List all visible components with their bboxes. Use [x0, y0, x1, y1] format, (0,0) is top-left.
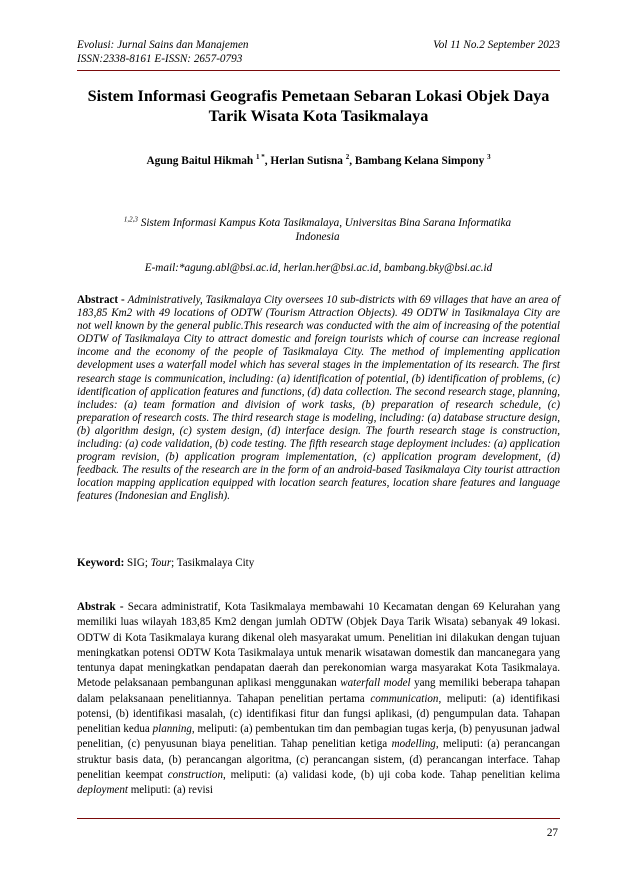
abstract-id-text: yang memiliki beberapa tahapan dalam pelaksanaan penelitiannya. Tahapan penelitian pertama [77, 677, 561, 705]
header-divider [77, 70, 560, 71]
abstract-english [77, 294, 560, 504]
footer-divider [77, 818, 560, 819]
keyword-rest: ; Tasikmalaya City [171, 557, 255, 569]
term-construction: construction [167, 768, 223, 781]
abstract-id-text: , meliputi: (a) pembentukan tim dan pembagian tugas kerja, (b) penyusunan jadwal penelitian, (c) penyusunan biaya penelitian. Tahap penelitian ketiga [77, 723, 560, 751]
term-deployment: deployment [77, 784, 128, 796]
term-communication: communication [370, 692, 439, 705]
affiliation-mark: 1,2,3 [123, 215, 138, 224]
running-header-left [77, 38, 249, 66]
term-modelling: modelling [391, 738, 436, 751]
affiliation-text: Sistem Informasi Kampus Kota Tasikmalaya, Universitas Bina Sarana Informatika Indonesia [140, 217, 512, 243]
author-emails: E-mail:*agung.abl@bsi.ac.id, herlan.her@bsi.ac.id, bambang.bky@bsi.ac.id [144, 262, 493, 274]
author-affiliation-mark: 2 [345, 153, 350, 162]
abstract-en-text: Administratively, Tasikmalaya City oversees 10 sub-districts with 69 villages that have an area of 183,85 Km2 with 49 locations of ODTW (Tourism Attraction Objects). 49 ODTW in Tasikmalaya City are not well known by the general public.This research was conducted with the aim of increasing of the potential ODTW of Tasikmalaya City to attract domestic and foreign tourists which of course can increase regional income and the economy of the people of Tasikmalaya City. The method of implementing application development uses a waterfall model which has several stages in the implementation of its research. The first research stage is communication, including: (a) identification of potential, (b) identification of problems, (c) identification of application features and functions, (d) data collection. The second research stage, planning, includes: (a) team formation and division of work tasks, (b) preparation of research schedule, (c) preparation of research costs. The third research stage is modeling, including: (a) database structure design, (b) algorithm design, (c) system design, (d) interface design. The fourth research stage is construction, including: (a) code validation, (b) code testing. The fifth research stage deployment includes: (a) application program revision, (b) application program implementation, (c) application program development, (d) feedback. The results of the research are in the form of an android-based Tasikmalaya City tourist attraction location mapping application equipped with location search features, location share features and language features (Indonesian and English). [77, 294, 560, 503]
term-waterfall-model: waterfall model [340, 677, 411, 690]
affiliation [105, 216, 530, 244]
abstract-en-label: Abstract - [77, 294, 125, 306]
journal-name: Evolusi: Jurnal Sains dan Manajemen [77, 39, 249, 51]
keyword-sig: SIG; [127, 557, 148, 569]
paper-title: Sistem Informasi Geografis Pemetaan Sebaran Lokasi Objek Daya Tarik Wisata Kota Tasikmalaya [87, 87, 550, 125]
author-affiliation-mark: 3 [487, 153, 491, 162]
keywords [77, 557, 560, 570]
abstract-id-text: , meliputi: (a) identifikasi potensi, (b) identifikasi masalah, (c) identifikasi fitur dan fungsi aplikasi, (d) pengumpulan data. Tahapan penelitian kedua [77, 692, 561, 735]
author-name: Bambang Kelana Simpony [354, 155, 485, 167]
abstract-id-text: , meliputi: (a) validasi kode, (b) uji coba kode. Tahap penelitian kelima [222, 768, 561, 781]
author-separator: , [264, 155, 271, 167]
abstract-id-text: , meliputi: (a) perancangan struktur basis data, (b) perancangan algoritma, (c) perancangan sistem, (d) perancangan interface. Tahap penelitian keempat [77, 738, 560, 781]
term-planning: planning [152, 723, 192, 735]
author-list [130, 150, 507, 172]
keywords-label: Keyword: [77, 557, 125, 569]
author-affiliation-mark: 1 * [256, 153, 265, 162]
abstract-id-text: Secara administratif, Kota Tasikmalaya membawahi 10 Kecamatan dengan 69 Kelurahan yang memiliki luas wilayah 183,85 Km2 dengan jumlah ODTW (Objek Daya Tarik Wisata) sebanyak 49 lokasi. ODTW di Kota Tasikmalaya kurang dikenal oleh masyarakat umum. Penelitian ini dilakukan dengan tujuan meningkatkan potensi ODTW Kota Tasikmalaya untuk menarik wisatawan domestik dan mancanegara yang tentunya dapat meningkatkan pendapatan daerah dan perekonomian warga masyarakat Kota Tasikmalaya. Metode pelaksanaan pembangunan aplikasi menggunakan [77, 601, 561, 690]
author-separator: , [349, 155, 355, 167]
abstract-id-text: meliputi: (a) revisi [130, 784, 213, 796]
journal-issn: ISSN:2338-8161 E-ISSN: 2657-0793 [77, 53, 243, 65]
author-name: Herlan Sutisna [270, 155, 343, 167]
author-name: Agung Baitul Hikmah [146, 155, 254, 167]
running-header-volume: Vol 11 No.2 September 2023 [433, 39, 560, 51]
abstract-indonesian [77, 600, 560, 798]
abstract-id-label: Abstrak - [77, 601, 124, 613]
page-number: 27 [546, 827, 558, 839]
keyword-tour: Tour [150, 557, 172, 569]
